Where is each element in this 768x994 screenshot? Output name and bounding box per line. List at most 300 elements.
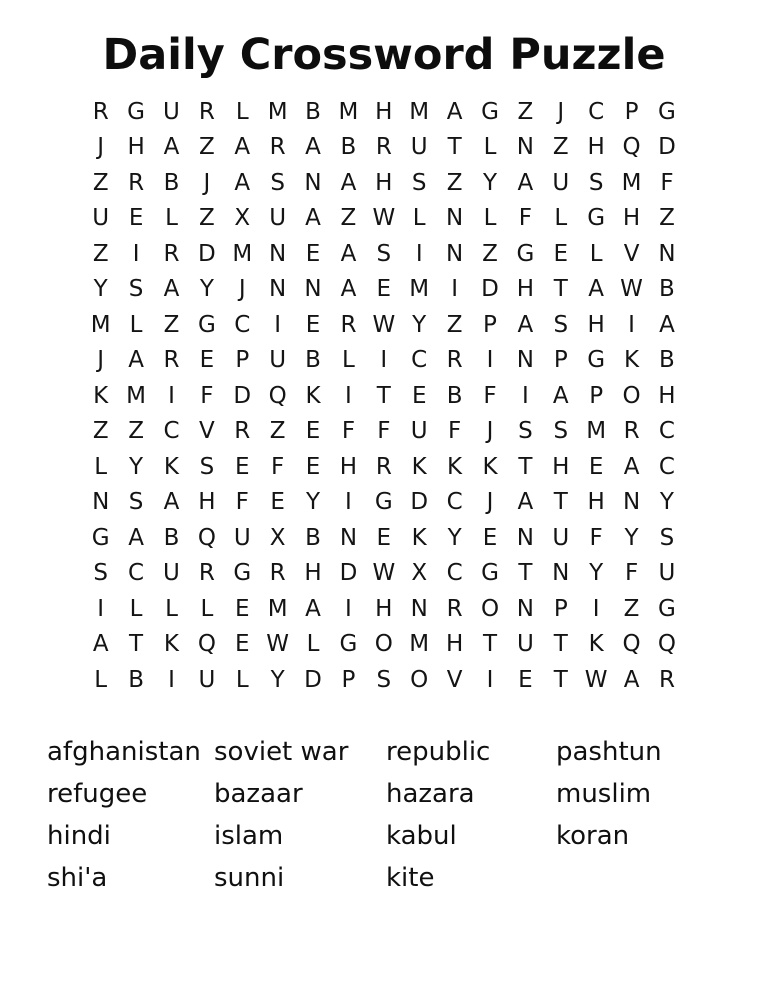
grid-cell: D [339,560,358,587]
grid-cell: L [94,666,108,693]
grid-cell: J [557,98,565,125]
grid-cell: U [552,524,570,551]
grid-cell: M [126,382,147,409]
grid-cell: A [659,311,675,338]
grid-cell: I [345,382,352,409]
grid-cell: L [235,98,249,125]
grid-row [83,449,685,485]
grid-cell: Y [589,560,604,587]
grid-cell: P [624,98,639,125]
grid-cell: M [267,98,288,125]
grid-cell: K [93,382,109,409]
grid-cell: E [305,240,321,267]
grid-cell: E [270,489,285,516]
grid-cell: L [342,347,355,374]
grid-row [83,378,685,414]
word-list-item: hazara [386,779,475,809]
word-list-column [556,731,662,899]
grid-cell: N [516,524,534,551]
grid-cell: E [482,524,498,551]
grid-cell: M [267,595,288,622]
grid-cell: H [375,595,393,622]
grid-cell: T [553,489,568,516]
letter-grid [83,94,685,698]
grid-cell: F [271,453,285,480]
grid-cell: L [129,595,143,622]
grid-cell: V [199,418,215,445]
grid-cell: H [375,169,393,196]
grid-cell: L [94,453,108,480]
grid-cell: E [305,418,321,445]
grid-row [83,201,685,237]
word-list-column [47,731,214,899]
grid-cell: U [233,524,251,551]
grid-cell: A [623,666,640,693]
grid-cell: I [132,240,140,267]
word-list-item: sunni [214,863,285,893]
grid-cell: S [128,276,144,303]
word-list-item: afghanistan [47,737,201,767]
grid-cell: C [446,489,463,516]
grid-cell: Z [446,311,463,338]
grid-cell: H [127,134,145,161]
grid-cell: A [517,169,534,196]
grid-cell: P [553,595,568,622]
grid-cell: A [305,595,321,622]
grid-cell: Q [197,524,216,551]
grid-cell: M [90,311,111,338]
grid-cell: C [411,347,428,374]
grid-cell: H [587,311,605,338]
grid-cell: I [451,276,458,303]
grid-cell: N [516,347,534,374]
grid-cell: H [516,276,535,303]
grid-cell: Y [624,524,639,551]
grid-cell: C [163,418,180,445]
grid-cell: A [340,276,357,303]
grid-cell: R [234,418,251,445]
grid-cell: G [374,489,393,516]
grid-cell: E [234,631,250,658]
grid-cell: U [410,134,428,161]
grid-cell: D [233,382,252,409]
grid-cell: C [658,418,675,445]
grid-cell: M [232,240,253,267]
grid-cell: H [339,453,358,480]
grid-cell: L [412,205,426,232]
grid-cell: I [521,382,529,409]
grid-cell: T [553,276,568,303]
grid-cell: K [411,524,427,551]
grid-cell: F [624,560,639,587]
grid-cell: Z [92,240,109,267]
grid-cell: S [553,418,569,445]
grid-cell: T [518,453,533,480]
grid-cell: G [481,560,499,587]
grid-cell: Q [622,631,641,658]
grid-row [83,520,685,556]
grid-cell: S [93,560,108,587]
grid-row [83,130,685,166]
grid-cell: J [203,169,211,196]
grid-cell: L [483,134,497,161]
grid-cell: H [375,98,393,125]
grid-row [83,414,685,450]
grid-cell: Z [623,595,640,622]
word-list [47,731,662,899]
grid-cell: P [235,347,250,374]
grid-cell: C [128,560,145,587]
grid-row [83,236,685,272]
grid-cell: N [269,240,287,267]
grid-cell: A [340,169,357,196]
grid-cell: E [128,205,144,232]
grid-cell: J [97,347,105,374]
grid-cell: H [198,489,216,516]
grid-cell: B [305,524,321,551]
grid-cell: H [445,631,464,658]
grid-cell: W [266,631,290,658]
grid-cell: S [518,418,533,445]
grid-cell: H [587,134,605,161]
grid-cell: Z [92,418,109,445]
grid-cell: A [446,98,463,125]
grid-cell: I [168,666,175,693]
grid-cell: T [482,631,498,658]
grid-cell: P [341,666,356,693]
grid-cell: U [269,205,287,232]
grid-cell: X [411,560,428,587]
grid-cell: N [622,489,641,516]
word-list-column [386,731,556,899]
word-list-item: islam [214,821,284,851]
word-list-item: soviet war [214,737,349,767]
grid-cell: A [234,169,251,196]
grid-cell: I [97,595,105,622]
grid-cell: T [129,631,144,658]
grid-cell: B [163,524,180,551]
grid-cell: L [235,666,249,693]
grid-cell: A [517,311,534,338]
grid-cell: R [375,134,392,161]
grid-cell: A [623,453,640,480]
grid-cell: P [553,347,568,374]
grid-cell: B [446,382,463,409]
grid-cell: Z [552,134,569,161]
grid-cell: A [552,382,569,409]
grid-cell: A [163,134,180,161]
grid-cell: X [234,205,251,232]
grid-cell: L [483,205,497,232]
grid-cell: I [486,347,494,374]
grid-cell: Z [659,205,675,232]
grid-cell: V [446,666,463,693]
grid-cell: R [163,347,180,374]
grid-cell: C [446,560,463,587]
grid-cell: H [552,453,570,480]
grid-cell: T [553,631,568,658]
grid-cell: E [234,453,250,480]
grid-cell: S [128,489,144,516]
grid-cell: Z [128,418,144,445]
grid-cell: Y [412,311,427,338]
grid-cell: S [376,666,392,693]
grid-cell: N [304,169,322,196]
grid-cell: A [163,276,180,303]
grid-cell: S [199,453,215,480]
grid-cell: D [198,240,216,267]
grid-cell: M [409,276,430,303]
grid-cell: C [658,453,675,480]
grid-cell: I [168,382,175,409]
grid-cell: M [409,98,430,125]
grid-cell: X [269,524,286,551]
grid-cell: N [516,595,534,622]
grid-cell: M [586,418,607,445]
grid-cell: D [304,666,322,693]
grid-cell: U [269,347,287,374]
grid-cell: Y [199,276,214,303]
grid-cell: E [518,666,533,693]
grid-cell: G [516,240,535,267]
grid-cell: F [200,382,214,409]
grid-cell: E [376,276,392,303]
grid-cell: F [377,418,391,445]
grid-cell: C [588,98,605,125]
grid-cell: B [659,347,675,374]
grid-row [83,94,685,130]
grid-cell: I [345,489,352,516]
grid-row [83,662,685,698]
grid-cell: N [552,560,570,587]
grid-cell: A [128,347,144,374]
grid-cell: R [623,418,640,445]
word-list-item: shi'a [47,863,108,893]
grid-cell: J [97,134,105,161]
grid-cell: S [553,311,569,338]
grid-row [83,307,685,343]
grid-cell: V [623,240,640,267]
grid-cell: S [270,169,285,196]
grid-cell: W [584,666,608,693]
grid-cell: K [588,631,604,658]
grid-cell: I [486,666,494,693]
grid-cell: R [446,347,463,374]
grid-cell: F [518,205,532,232]
grid-cell: Q [268,382,287,409]
grid-cell: Z [517,98,534,125]
grid-cell: B [305,98,321,125]
grid-cell: E [553,240,569,267]
grid-cell: Y [306,489,321,516]
grid-cell: A [340,240,357,267]
grid-cell: D [658,134,676,161]
grid-row [83,591,685,627]
grid-cell: B [659,276,675,303]
grid-cell: S [411,169,427,196]
grid-cell: G [127,98,145,125]
grid-cell: G [587,347,606,374]
grid-cell: M [409,631,430,658]
grid-cell: K [163,631,180,658]
grid-cell: N [339,524,358,551]
grid-cell: R [269,134,286,161]
grid-cell: G [233,560,252,587]
grid-cell: C [234,311,251,338]
grid-cell: U [163,98,180,125]
grid-row [83,165,685,201]
grid-cell: R [92,98,109,125]
grid-cell: B [305,347,321,374]
grid-cell: Z [163,311,180,338]
grid-cell: K [163,453,180,480]
grid-cell: J [238,276,246,303]
grid-cell: M [621,169,642,196]
grid-cell: G [339,631,358,658]
grid-row [83,272,685,308]
word-list-item: koran [556,821,630,851]
grid-cell: L [129,311,143,338]
grid-cell: W [620,276,643,303]
word-list-column [214,731,386,899]
grid-cell: F [483,382,497,409]
grid-cell: G [481,98,499,125]
grid-cell: R [658,666,675,693]
grid-cell: A [305,134,321,161]
grid-cell: A [305,205,321,232]
word-list-item: kite [386,863,435,893]
grid-cell: F [660,169,674,196]
grid-cell: N [658,240,676,267]
grid-cell: A [588,276,605,303]
grid-cell: Z [92,169,109,196]
grid-cell: T [553,666,568,693]
page-title: Daily Crossword Puzzle [102,30,666,80]
grid-cell: A [234,134,251,161]
grid-row [83,556,685,592]
grid-cell: H [587,489,605,516]
grid-cell: L [200,595,214,622]
grid-cell: R [128,169,145,196]
grid-cell: R [198,98,215,125]
grid-cell: F [589,524,603,551]
word-list-item: republic [386,737,491,767]
grid-cell: L [165,595,178,622]
grid-cell: U [516,631,534,658]
grid-cell: R [198,560,215,587]
grid-cell: H [658,382,676,409]
grid-cell: U [92,205,110,232]
grid-cell: T [447,134,462,161]
grid-cell: A [517,489,534,516]
grid-cell: Q [622,134,641,161]
grid-cell: G [587,205,606,232]
grid-cell: E [376,524,392,551]
grid-cell: E [588,453,604,480]
grid-cell: O [374,631,393,658]
grid-cell: F [235,489,249,516]
grid-cell: R [163,240,180,267]
word-list-item: bazaar [214,779,303,809]
grid-cell: K [482,453,498,480]
word-list-item: muslim [556,779,652,809]
grid-cell: T [518,560,533,587]
grid-cell: I [274,311,282,338]
grid-cell: W [372,560,396,587]
grid-cell: Q [657,631,676,658]
grid-cell: A [92,631,109,658]
grid-row [83,485,685,521]
word-list-item: kabul [386,821,457,851]
grid-cell: J [486,489,494,516]
grid-cell: Y [447,524,462,551]
grid-cell: N [269,276,287,303]
grid-cell: G [197,311,216,338]
grid-cell: I [592,595,600,622]
grid-cell: W [372,205,396,232]
word-list-item: refugee [47,779,148,809]
grid-cell: H [304,560,322,587]
grid-cell: S [376,240,392,267]
grid-cell: Z [446,169,463,196]
grid-cell: I [345,595,352,622]
grid-cell: B [163,169,180,196]
grid-cell: P [589,382,604,409]
grid-cell: E [234,595,250,622]
grid-cell: O [622,382,641,409]
grid-cell: E [411,382,427,409]
grid-row [83,343,685,379]
grid-cell: Z [198,134,215,161]
grid-cell: R [340,311,357,338]
grid-cell: T [376,382,391,409]
grid-cell: P [483,311,497,338]
grid-cell: R [446,595,463,622]
grid-cell: J [486,418,494,445]
grid-row [83,627,685,663]
grid-cell: O [480,595,500,622]
grid-cell: Y [129,453,144,480]
grid-cell: L [554,205,568,232]
grid-cell: Y [659,489,674,516]
grid-cell: N [304,276,322,303]
grid-cell: Y [93,276,108,303]
grid-cell: Z [198,205,215,232]
grid-cell: Y [270,666,285,693]
grid-cell: G [658,98,676,125]
grid-cell: R [269,560,286,587]
grid-cell: A [128,524,144,551]
word-list-item: pashtun [556,737,662,767]
grid-cell: K [624,347,640,374]
grid-cell: I [415,240,423,267]
grid-cell: U [552,169,570,196]
grid-cell: S [659,524,675,551]
grid-cell: L [165,205,178,232]
grid-cell: F [447,418,462,445]
grid-cell: O [410,666,429,693]
grid-cell: Z [482,240,498,267]
grid-cell: G [658,595,676,622]
grid-cell: S [588,169,604,196]
grid-cell: U [198,666,216,693]
grid-cell: W [372,311,396,338]
grid-cell: M [338,98,359,125]
grid-cell: K [305,382,321,409]
grid-cell: K [411,453,427,480]
grid-cell: K [447,453,463,480]
grid-cell: A [163,489,180,516]
